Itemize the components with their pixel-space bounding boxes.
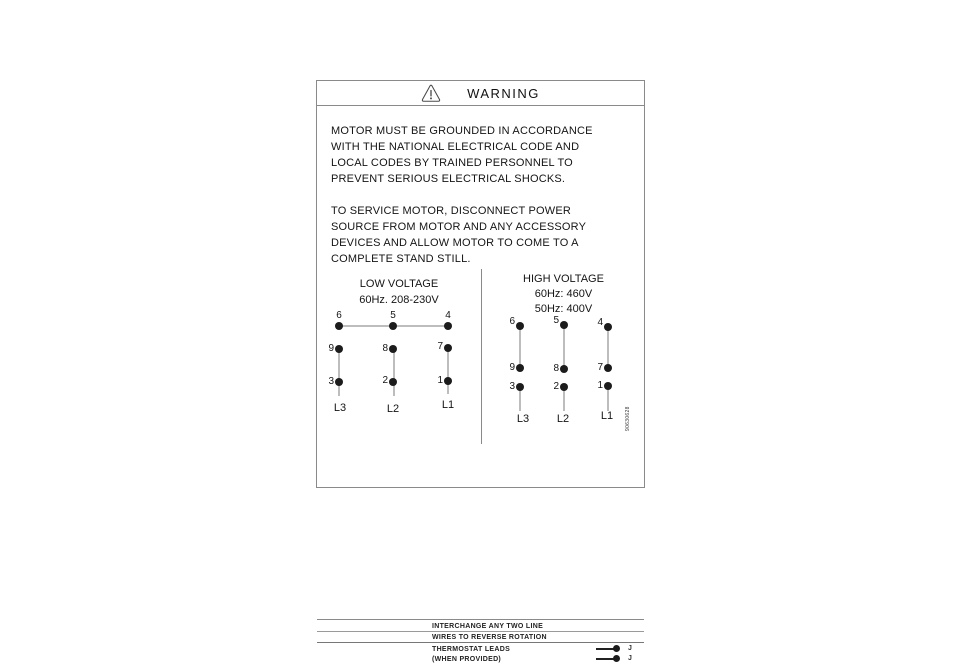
- high-terminal-2-dot: [560, 383, 568, 391]
- high-terminal-4-number: 4: [597, 317, 603, 328]
- warning-triangle-icon: [421, 84, 441, 102]
- high-terminal-8-dot: [560, 365, 568, 373]
- high-voltage-wire-6-9: [519, 326, 521, 368]
- footer-text-line4: (WHEN PROVIDED): [432, 656, 502, 663]
- low-terminal-1-dot: [444, 377, 452, 385]
- body-line: LOCAL CODES BY TRAINED PERSONNEL TO: [331, 157, 573, 169]
- low-voltage-wire-7-1: [447, 349, 449, 394]
- low-terminal-8-dot: [389, 345, 397, 353]
- footer-section: [317, 444, 644, 663]
- body-line: TO SERVICE MOTOR, DISCONNECT POWER: [331, 205, 572, 217]
- footer-text-line3: THERMOSTAT LEADS: [432, 646, 511, 653]
- high-terminal-8-number: 8: [553, 363, 559, 374]
- footer-text-line1: INTERCHANGE ANY TWO LINE: [432, 623, 544, 630]
- service-paragraph: [331, 203, 638, 267]
- high-terminal-6-number: 6: [509, 316, 515, 327]
- high-line-label-l1: L1: [600, 410, 614, 422]
- high-terminal-7-number: 7: [597, 362, 603, 373]
- low-terminal-4-number: 4: [445, 310, 451, 321]
- low-terminal-9-dot: [335, 345, 343, 353]
- low-terminal-4-dot: [444, 322, 452, 330]
- grounding-paragraph: [331, 123, 638, 187]
- high-voltage-lead-1: [607, 387, 609, 411]
- body-line: PREVENT SERIOUS ELECTRICAL SHOCKS.: [331, 173, 566, 185]
- high-terminal-3-number: 3: [509, 381, 515, 392]
- low-terminal-8-number: 8: [382, 343, 388, 354]
- high-terminal-7-dot: [604, 364, 612, 372]
- low-line-label-l2: L2: [386, 403, 400, 415]
- low-terminal-7-dot: [444, 344, 452, 352]
- low-line-label-l3: L3: [333, 402, 347, 414]
- high-terminal-9-dot: [516, 364, 524, 372]
- body-line: DEVICES AND ALLOW MOTOR TO COME TO A: [331, 237, 579, 249]
- motor-warning-label: [316, 80, 645, 663]
- low-terminal-7-number: 7: [437, 341, 443, 352]
- lead-label-j: J: [628, 655, 632, 662]
- low-terminal-3-dot: [335, 378, 343, 386]
- thermostat-lead-symbol-2: [596, 655, 642, 663]
- wiring-diagram-section: [317, 269, 644, 444]
- footer-row-1: [317, 619, 644, 631]
- low-terminal-5-dot: [389, 322, 397, 330]
- lead-terminal-icon: [613, 655, 620, 662]
- low-terminal-6-number: 6: [336, 310, 342, 321]
- warning-body-text: [331, 106, 638, 267]
- low-terminal-9-number: 9: [328, 343, 334, 354]
- high-terminal-1-dot: [604, 382, 612, 390]
- part-number: 90630628: [625, 406, 631, 431]
- high-terminal-4-dot: [604, 323, 612, 331]
- lead-terminal-icon: [613, 645, 620, 652]
- footer-row-2: [317, 631, 644, 642]
- high-terminal-5-number: 5: [553, 315, 559, 326]
- high-voltage-title: HIGH VOLTAGE: [523, 273, 604, 285]
- high-terminal-1-number: 1: [597, 380, 603, 391]
- low-terminal-3-number: 3: [328, 376, 334, 387]
- lead-wire-icon: [596, 658, 614, 660]
- low-voltage-title: LOW VOLTAGE: [359, 278, 439, 290]
- low-terminal-1-number: 1: [437, 375, 443, 386]
- warning-title: WARNING: [467, 85, 540, 101]
- high-voltage-wire-4-7: [607, 326, 609, 368]
- lead-wire-icon: [596, 648, 614, 650]
- low-line-label-l1: L1: [441, 399, 455, 411]
- footer-text-line2: WIRES TO REVERSE ROTATION: [432, 634, 547, 641]
- high-voltage-subtitle-60hz: 60Hz: 460V: [534, 288, 593, 300]
- lead-label-j: J: [628, 645, 632, 652]
- high-terminal-9-number: 9: [509, 362, 515, 373]
- body-line: MOTOR MUST BE GROUNDED IN ACCORDANCE: [331, 125, 593, 137]
- high-terminal-2-number: 2: [553, 381, 559, 392]
- footer-row-3: [317, 642, 644, 662]
- high-voltage-wire-5-8: [563, 325, 565, 368]
- high-line-label-l2: L2: [556, 413, 570, 425]
- low-terminal-6-dot: [335, 322, 343, 330]
- low-terminal-2-dot: [389, 378, 397, 386]
- low-terminal-5-number: 5: [390, 310, 396, 321]
- low-terminal-2-number: 2: [382, 375, 388, 386]
- warning-header: [317, 81, 644, 106]
- high-terminal-5-dot: [560, 321, 568, 329]
- high-terminal-3-dot: [516, 383, 524, 391]
- body-line: COMPLETE STAND STILL.: [331, 253, 471, 265]
- high-line-label-l3: L3: [516, 413, 530, 425]
- body-line: WITH THE NATIONAL ELECTRICAL CODE AND: [331, 141, 580, 153]
- low-voltage-subtitle: 60Hz. 208-230V: [359, 294, 439, 306]
- high-voltage-subtitle-50hz: 50Hz: 400V: [534, 303, 593, 315]
- body-line: SOURCE FROM MOTOR AND ANY ACCESSORY: [331, 221, 587, 233]
- low-voltage-wire-9-3: [338, 349, 340, 396]
- high-terminal-6-dot: [516, 322, 524, 330]
- low-voltage-wire-8-2: [393, 349, 395, 396]
- thermostat-lead-symbol-1: [596, 645, 642, 653]
